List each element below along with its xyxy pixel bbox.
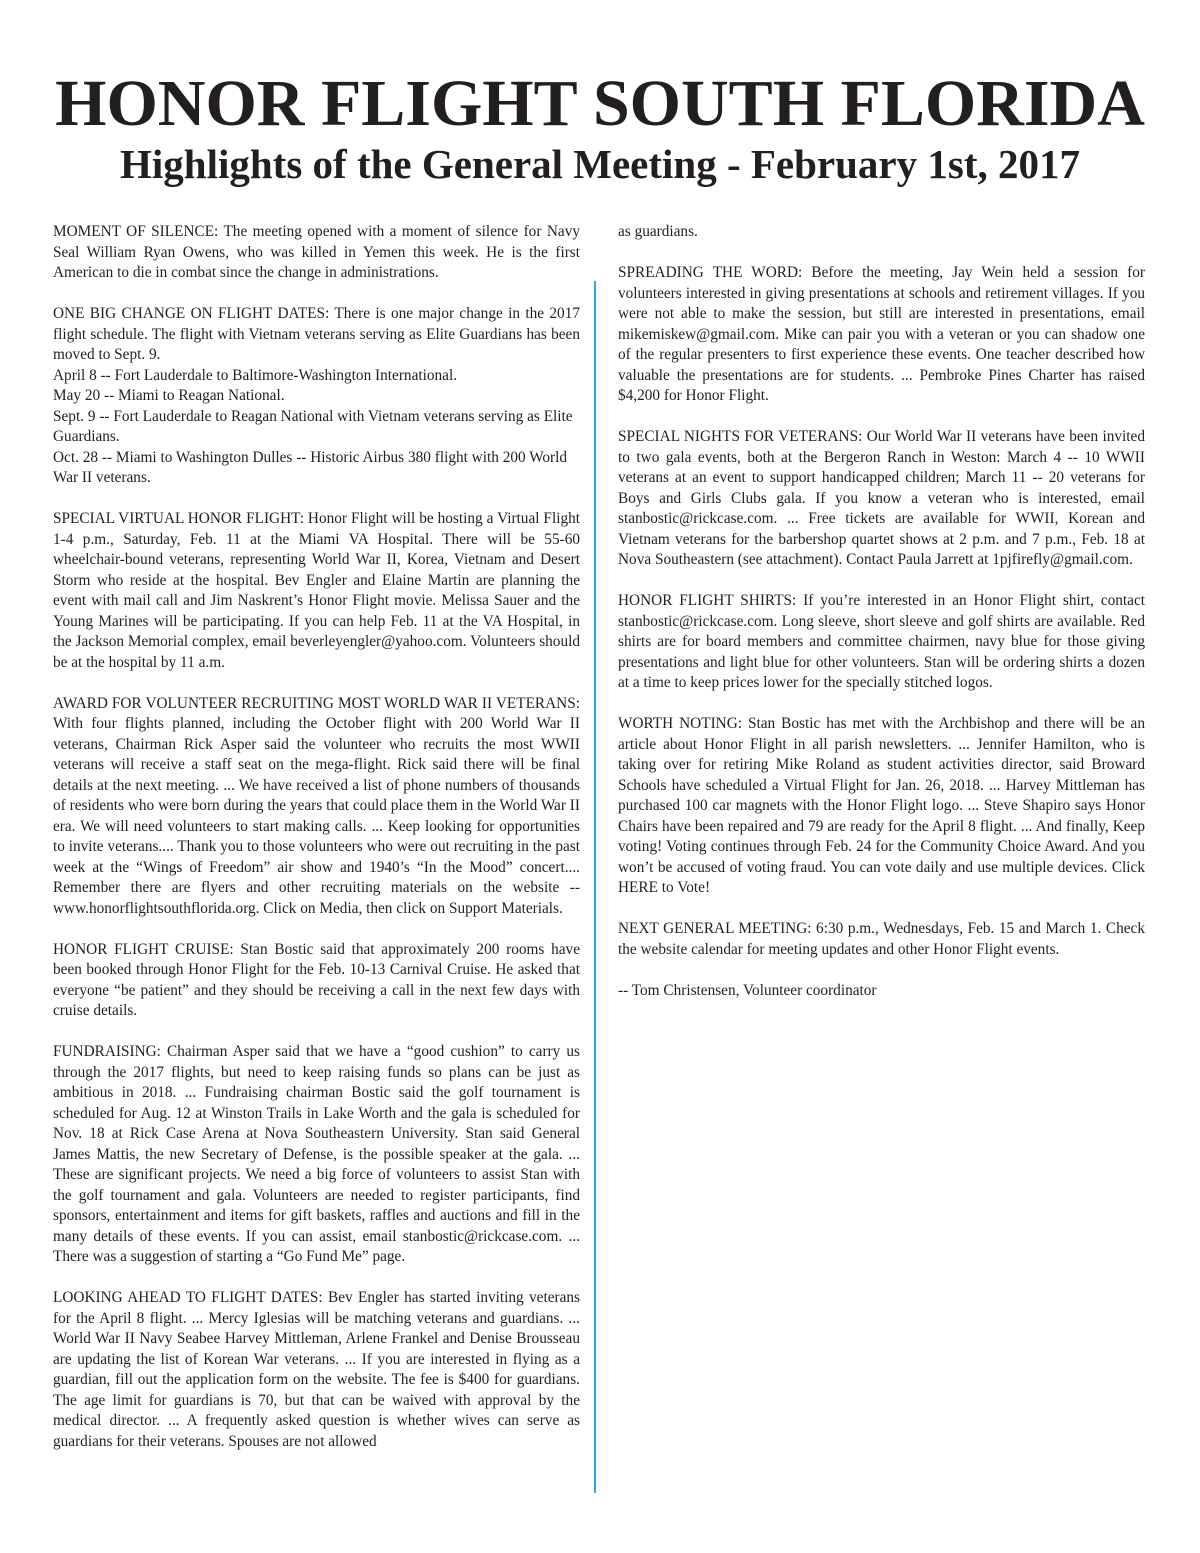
schedule-item-may: May 20 -- Miami to Reagan National.: [53, 387, 285, 404]
special-nights-paragraph: SPECIAL NIGHTS FOR VETERANS: Our World War II veterans have been invited to two gala events, both at the Bergeron Ranch in Weston: March 4 -- 10 WWII veterans at an event to support handicapped children; March 11 -- 20 veterans for Boys and Girls Clubs gala. If you know a veteran who is interested, email stanbostic@rickcase.com. ... Free tickets are available for WWII, Korean and Vietnam veterans for the barbershop quartet shows at 2 p.m. and 7 p.m., Feb. 18 at Nova Southeastern (see attachment). Contact Paula Jarrett at 1pjfirefly@gmail.com.: [618, 428, 1145, 568]
virtual-flight-paragraph: SPECIAL VIRTUAL HONOR FLIGHT: Honor Flight will be hosting a Virtual Flight 1-4 p.m., Saturday, Feb. 11 at the Miami VA Hospital. There will be 55-60 wheelchair-bound veterans, representing World War II, Korea, Vietnam and Desert Storm who reside at the hospital. Bev Engler and Elaine Martin are planning the event with mail call and Jim Naskrent’s Honor Flight movie. Melissa Sauer and the Young Marines will be participating. If you can help Feb. 11 at the VA Hospital, in the Jackson Memorial complex, email beverleyengler@yahoo.com. Volunteers should be at the hospital by 11 a.m.: [53, 510, 580, 671]
cruise-paragraph: HONOR FLIGHT CRUISE: Stan Bostic said that approximately 200 rooms have been booked through Honor Flight for the Feb. 10-13 Carnival Cruise. He asked that everyone “be patient” and they should be receiving a call in the next few days with cruise details.: [53, 940, 580, 1019]
moment-of-silence-paragraph: MOMENT OF SILENCE: The meeting opened with a moment of silence for Navy Seal William Ryan Owens, who was killed in Yemen this week. He is the first American to die in combat since the change in administrations.: [53, 223, 580, 281]
page-title: HONOR FLIGHT SOUTH FLORIDA: [55, 67, 1145, 140]
shirts-paragraph: HONOR FLIGHT SHIRTS: If you’re interested in an Honor Flight shirt, contact stanbostic@rickcase.com. Long sleeve, short sleeve and golf shirts are available. Red shirts are for board members and committee chairmen, navy blue for those giving presentations and light blue for other volunteers. Stan will be ordering shirts a dozen at a time to keep prices lower for the specially stitched logos.: [618, 592, 1145, 691]
looking-ahead-paragraph: LOOKING AHEAD TO FLIGHT DATES: Bev Engler has started inviting veterans for the April 8 flight. ... Mercy Iglesias will be matching veterans and guardians. ... World War II Navy Seabee Harvey Mittleman, Arlene Frankel and Denise Brousseau are updating the list of Korean War veterans. ... If you are interested in flying as a guardian, fill out the application form on the website. The fee is $400 for guardians. The age limit for guardians is 70, but that can be waived with approval by the medical director. ... A frequently asked question is whether wives can serve as guardians for their veterans. Spouses are not allowed: [53, 1289, 580, 1450]
left-column: [53, 222, 580, 1452]
signature: -- Tom Christensen, Volunteer coordinator: [618, 981, 877, 999]
continuation-text: as guardians.: [618, 223, 698, 240]
worth-noting-paragraph: WORTH NOTING: Stan Bostic has met with the Archbishop and there will be an article about Honor Flight in all parish newsletters. ... Jennifer Hamilton, who is taking over for retiring Mike Roland as student activities director, said Broward Schools have scheduled a Virtual Flight for Jan. 26, 2018. ... Harvey Mittleman has purchased 100 car magnets with the Honor Flight logo. ... Steve Shapiro says Honor Chairs have been repaired and 79 are ready for the April 8 flight. ... And finally, Keep voting! Voting continues through Feb. 24 for the Community Choice Award. And you won’t be accused of voting fraud. You can vote daily and use multiple devices. Click HERE to Vote!: [618, 715, 1145, 896]
next-meeting-paragraph: NEXT GENERAL MEETING: 6:30 p.m., Wednesdays, Feb. 15 and March 1. Check the website calendar for meeting updates and other Honor Flight events.: [618, 920, 1145, 958]
flight-schedule-list: [53, 366, 580, 489]
flight-dates-change-paragraph: ONE BIG CHANGE ON FLIGHT DATES: There is one major change in the 2017 flight schedule. The flight with Vietnam veterans serving as Elite Guardians has been moved to Sept. 9.: [53, 305, 580, 363]
award-paragraph: AWARD FOR VOLUNTEER RECRUITING MOST WORLD WAR II VETERANS: With four flights planned, including the October flight with 200 World War II veterans, Chairman Rick Asper said the volunteer who recruits the most WWII veterans will receive a staff seat on the mega-flight. Rick said there will be final details at the next meeting. ... We have received a list of phone numbers of thousands of residents who were born during the years that could place them in the World War II era. We will need volunteers to start making calls. ... Keep looking for opportunities to invite veterans.... Thank you to those volunteers who were out recruiting in the past week at the “Wings of Freedom” air show and 1940’s “In the Mood” concert.... Remember there are flyers and other recruiting materials on the website -- www.honorflightsouthflorida.org. Click on Media, then click on Support Materials.: [53, 694, 580, 917]
page-subtitle: Highlights of the General Meeting - February 1st, 2017: [120, 141, 1080, 187]
column-divider: [594, 281, 596, 1493]
schedule-item-oct: Oct. 28 -- Miami to Washington Dulles -- Historic Airbus 380 flight with 200 World War II veterans.: [53, 448, 568, 486]
schedule-item-april: April 8 -- Fort Lauderdale to Baltimore-Washington International.: [53, 366, 458, 384]
schedule-item-sept: Sept. 9 -- Fort Lauderdale to Reagan National with Vietnam veterans serving as Elite Guardians.: [53, 407, 573, 445]
spreading-the-word-paragraph: SPREADING THE WORD: Before the meeting, Jay Wein held a session for volunteers interested in giving presentations at schools and retirement villages. If you were not able to make the session, but still are interested in presentations, email mikemiskew@gmail.com. Mike can pair you with a veteran or you can shadow one of the regular presenters to first experience these events. One teacher described how valuable the presentations are for students. ... Pembroke Pines Charter has raised $4,200 for Honor Flight.: [618, 264, 1145, 404]
right-column: [618, 222, 1145, 1022]
fundraising-paragraph: FUNDRAISING: Chairman Asper said that we have a “good cushion” to carry us through the 2017 flights, but need to keep raising funds so plans can be just as ambitious in 2018. ... Fundraising chairman Bostic said the golf tournament is scheduled for Aug. 12 at Winston Trails in Lake Worth and the gala is scheduled for Nov. 18 at Rick Case Arena at Nova Southeastern University. Stan said General James Mattis, the new Secretary of Defense, is the possible speaker at the gala. ... These are significant projects. We need a big force of volunteers to assist Stan with the golf tournament and gala. Volunteers are needed to register participants, find sponsors, entertainment and items for gift baskets, raffles and auctions and fill in the many details of these events. If you can assist, email stanbostic@rickcase.com. ... There was a suggestion of starting a “Go Fund Me” page.: [53, 1043, 580, 1265]
